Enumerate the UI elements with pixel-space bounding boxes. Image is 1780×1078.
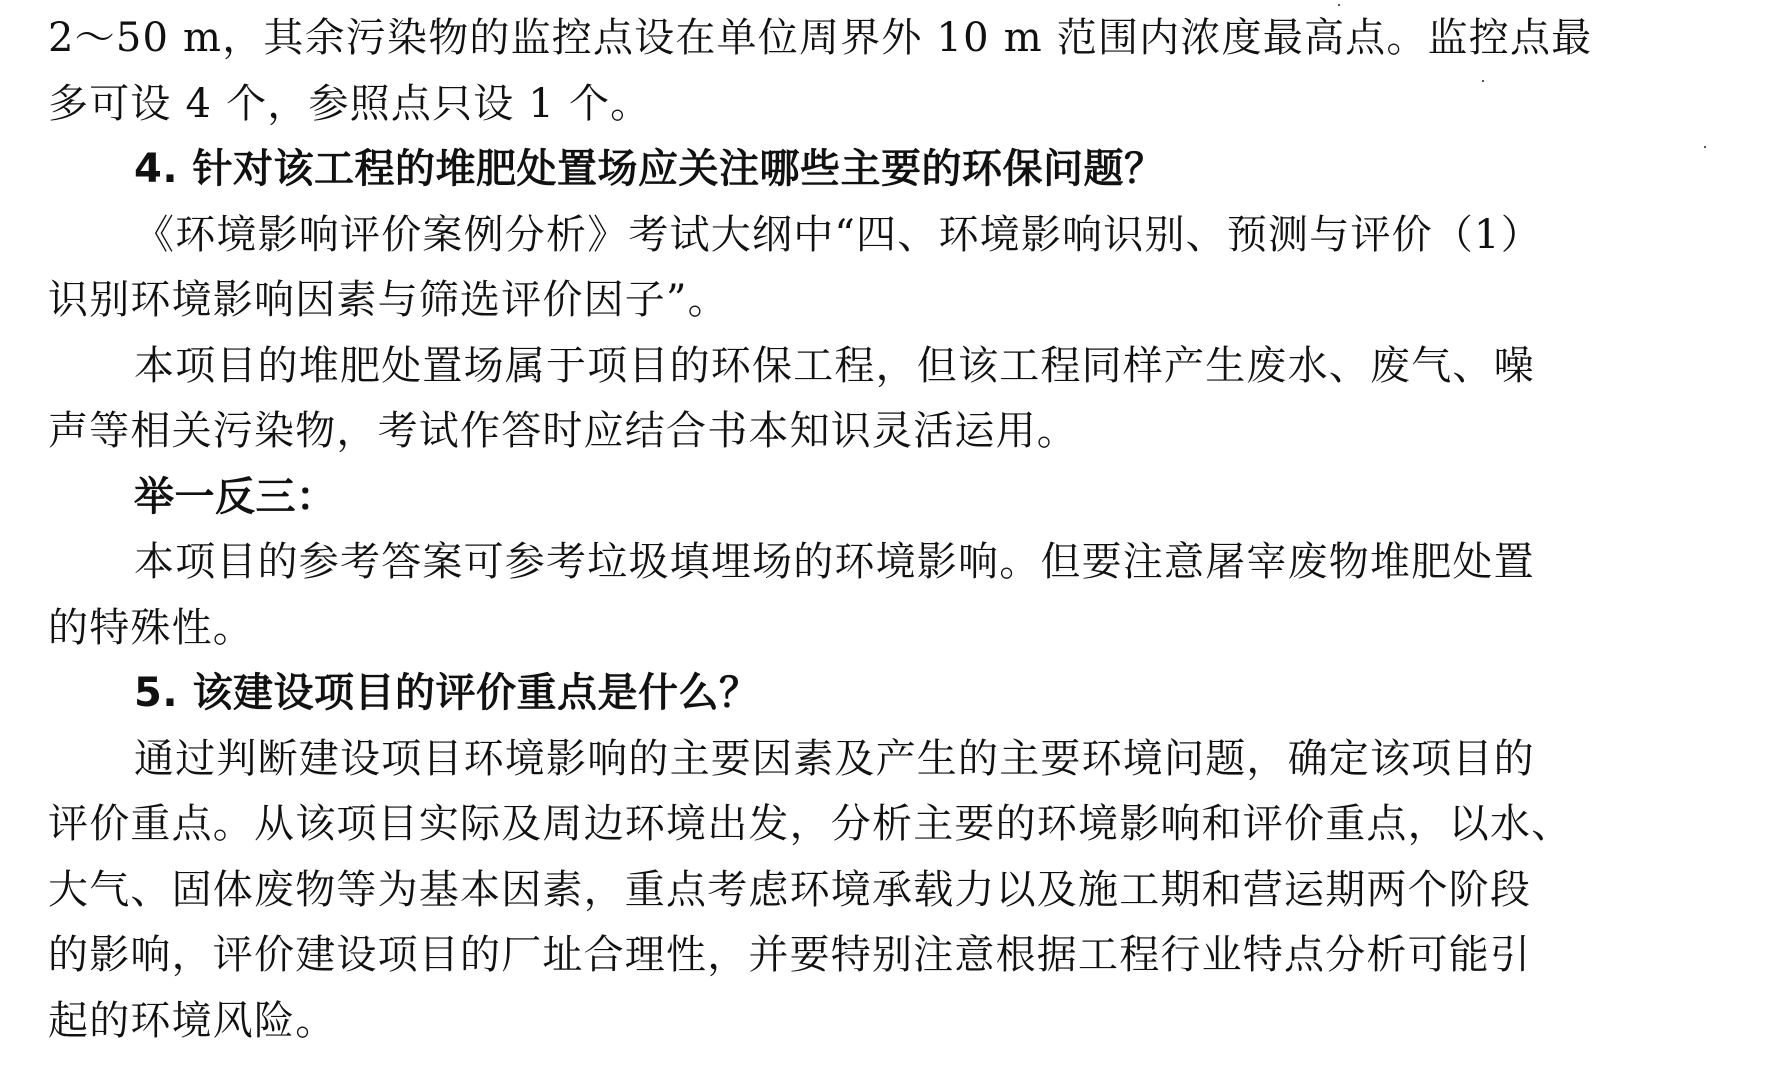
subsection-heading: 举一反三： — [134, 473, 337, 520]
paragraph-line: 通过判断建设项目环境影响的主要因素及产生的主要环境问题，确定该项目的 — [134, 735, 1535, 782]
scan-speck — [1338, 4, 1340, 6]
paragraph-line: 声等相关污染物，考试作答时应结合书本知识灵活运用。 — [48, 408, 1078, 454]
paragraph-line: 2～50 m，其余污染物的监控点设在单位周界外 10 m 范围内浓度最高点。监控点最 — [48, 15, 1593, 61]
paragraph-line: 本项目的堆肥处置场属于项目的环保工程，但该工程同样产生废水、废气、噪 — [134, 342, 1535, 389]
question-5-heading: 5. 该建设项目的评价重点是什么？ — [134, 670, 760, 716]
paragraph-line: 本项目的参考答案可参考垃圾填埋场的环境影响。但要注意屠宰废物堆肥处置 — [134, 539, 1535, 585]
paragraph-line: 《环境影响评价案例分析》考试大纲中“四、环境影响识别、预测与评价（1） — [134, 211, 1542, 258]
paragraph-line: 的影响，评价建设项目的厂址合理性，并要特别注意根据工程行业特点分析可能引 — [48, 932, 1532, 978]
paragraph-line: 多可设 4 个，参照点只设 1 个。 — [48, 80, 652, 127]
paragraph-line: 起的环境风险。 — [48, 997, 337, 1044]
scan-speck — [1482, 80, 1484, 82]
paragraph-line: 评价重点。从该项目实际及周边环境出发，分析主要的环境影响和评价重点，以水、 — [48, 801, 1573, 847]
paragraph-line: 的特殊性。 — [48, 604, 254, 651]
scan-speck — [1704, 146, 1706, 148]
question-4-heading: 4. 针对该工程的堆肥处置场应关注哪些主要的环保问题？ — [134, 146, 1165, 192]
document-page — [48, 6, 1640, 1054]
paragraph-line: 识别环境影响因素与筛选评价因子”。 — [48, 277, 729, 323]
paragraph-line: 大气、固体废物等为基本因素，重点考虑环境承载力以及施工期和营运期两个阶段 — [48, 866, 1532, 913]
